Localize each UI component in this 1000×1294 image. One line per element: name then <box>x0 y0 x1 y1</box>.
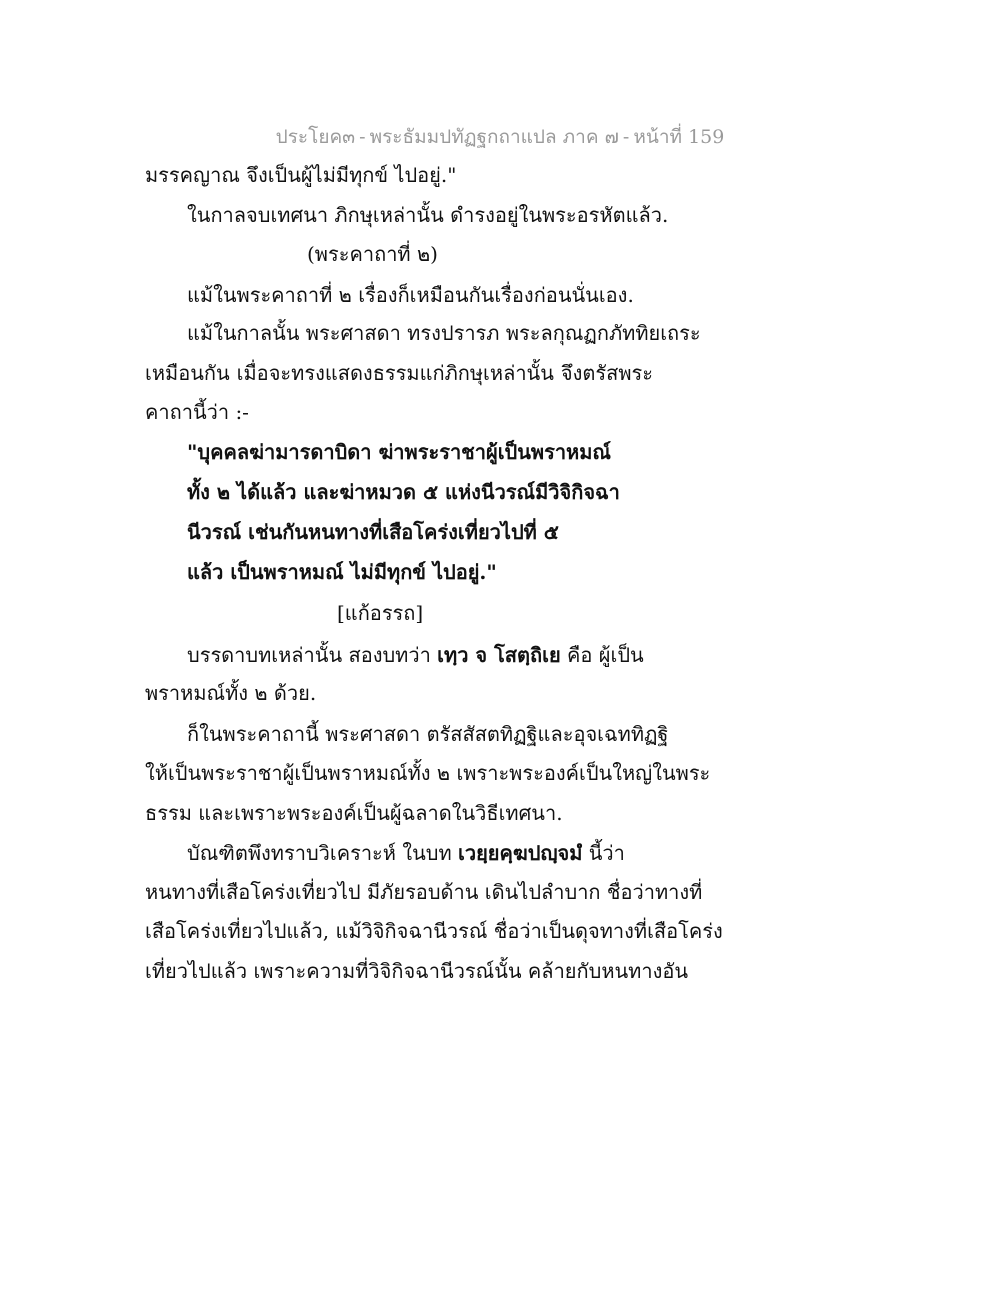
verse-line-2: ทั้ง ๒ ได้แล้ว และฆ่าหมวด ๕ แห่งนีวรณ์มีวิจิกิจฉา <box>187 480 620 504</box>
text-line-5: แม้ในกาลนั้น พระศาสดา ทรงปรารภ พระลกุณฏกภัททิยเถระ <box>187 321 701 345</box>
text-line-13: ธรรม และเพราะพระองค์เป็นผู้ฉลาดในวิธีเทศนา. <box>145 801 563 825</box>
text-line-12: ให้เป็นพระราชาผู้เป็นพราหมณ์ทั้ง ๒ เพราะพระองค์เป็นใหญ่ในพระ <box>145 761 711 785</box>
text-line-10: พราหมณ์ทั้ง ๒ ด้วย. <box>145 681 317 705</box>
text-line-6: เหมือนกัน เมื่อจะทรงแสดงธรรมแก่ภิกษุเหล่านั้น จึงตรัสพระ <box>145 361 653 385</box>
text-line-1: มรรคญาณ จึงเป็นผู้ไม่มีทุกข์ ไปอยู่." <box>145 163 457 187</box>
text-line-17: เที่ยวไปแล้ว เพราะความที่วิจิกิจฉานีวรณ์นั้น คล้ายกับหนทางอัน <box>145 959 689 983</box>
text-line-9 <box>187 643 747 667</box>
text-line-15: หนทางที่เสือโคร่งเที่ยวไป มีภัยรอบด้าน เดินไปลำบาก ชื่อว่าทางที่ <box>145 880 703 904</box>
text-line-9-post: คือ ผู้เป็น <box>560 643 644 667</box>
text-line-7: คาถานี้ว่า :- <box>145 400 249 424</box>
commentary-heading: [แก้อรรถ] <box>337 601 424 625</box>
header-title: พระธัมมปทัฏฐกถาแปล ภาค ๗ <box>369 126 619 148</box>
running-header: ประโยค๓ - พระธัมมปทัฏฐกถาแปล ภาค ๗ - หน้าที่ 159 <box>275 126 725 148</box>
text-line-14 <box>187 841 747 865</box>
header-page-label: หน้าที่ <box>633 126 683 148</box>
header-book: ประโยค๓ <box>275 126 356 148</box>
text-line-11: ก็ในพระคาถานี้ พระศาสดา ตรัสสัสตทิฏฐิและอุจเฉททิฏฐิ <box>187 722 669 746</box>
text-line-2: ในกาลจบเทศนา ภิกษุเหล่านั้น ดำรงอยู่ในพระอรหัตแล้ว. <box>187 203 669 227</box>
text-line-9-pre: บรรดาบทเหล่านั้น สองบทว่า <box>187 643 438 667</box>
text-line-4: แม้ในพระคาถาที่ ๒ เรื่องก็เหมือนกันเรื่องก่อนนั่นเอง. <box>187 283 634 307</box>
header-page-number: 159 <box>688 126 725 148</box>
text-line-14-post: นี้ว่า <box>582 841 625 865</box>
pali-term-1: เทฺว จ โสตฺถิเย <box>437 643 561 667</box>
verse-line-4: แล้ว เป็นพราหมณ์ ไม่มีทุกข์ ไปอยู่." <box>187 560 497 584</box>
section-heading: (พระคาถาที่ ๒) <box>307 242 438 266</box>
text-line-16: เสือโคร่งเที่ยวไปแล้ว, แม้วิจิกิจฉานีวรณ์ ชื่อว่าเป็นดุจทางที่เสือโคร่ง <box>145 919 723 943</box>
text-line-14-pre: บัณฑิตพึงทราบวิเคราะห์ ในบท <box>187 841 459 865</box>
pali-term-2: เวยฺยคฺฆปญฺจมํ <box>458 841 583 865</box>
verse-line-1: "บุคคลฆ่ามารดาบิดา ฆ่าพระราชาผู้เป็นพราหมณ์ <box>187 440 611 464</box>
verse-line-3: นีวรณ์ เช่นกันหนทางที่เสือโคร่งเที่ยวไปที่ ๕ <box>187 520 559 544</box>
